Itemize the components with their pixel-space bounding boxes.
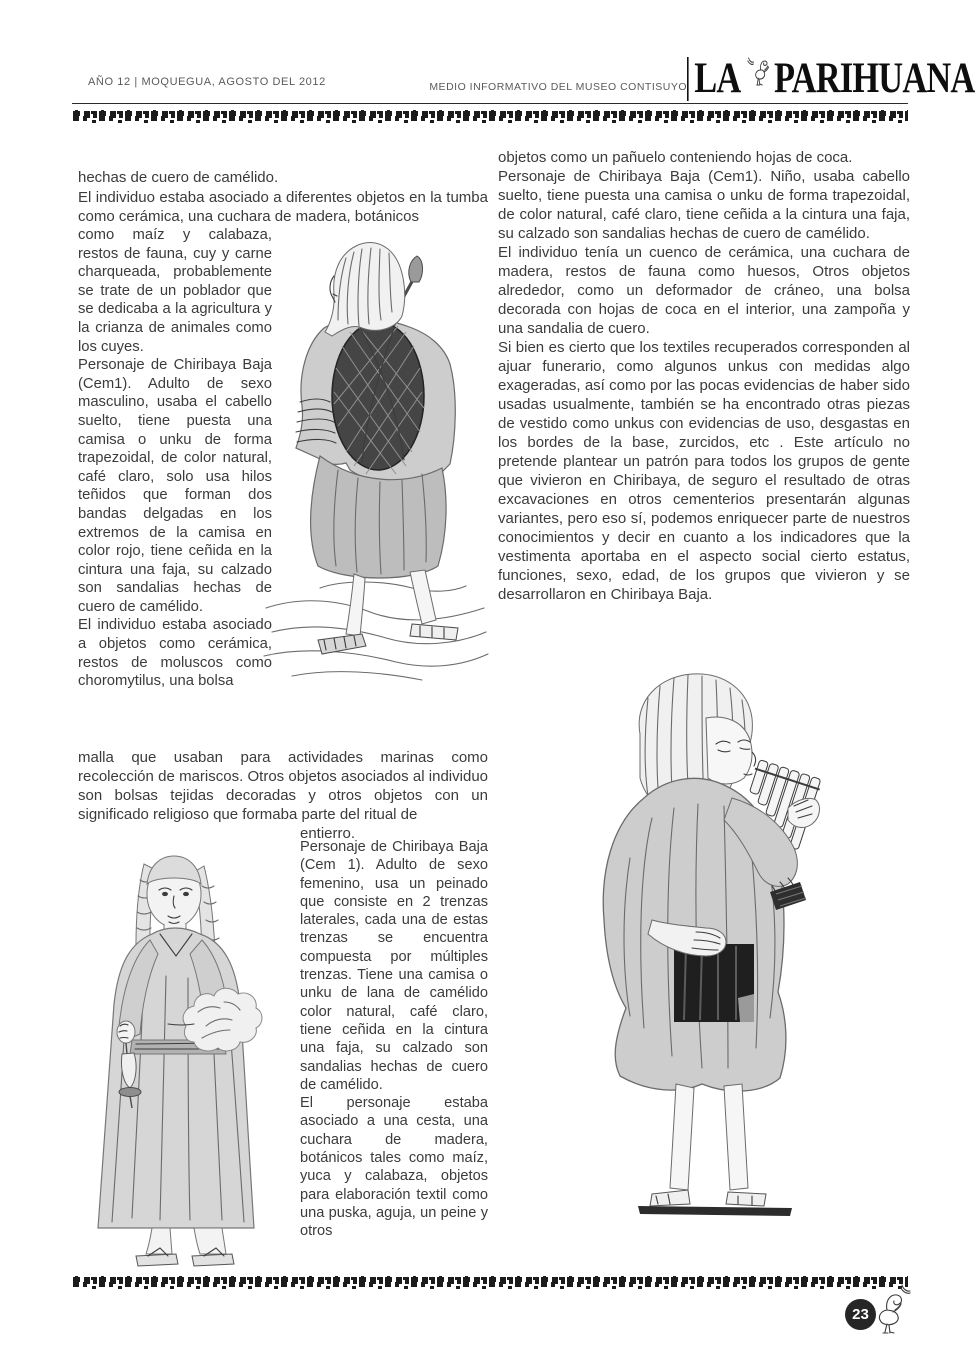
paragraph: El individuo estaba asociado a objetos como cerámica, restos de moluscos como choromytilus, una bolsa (78, 617, 272, 690)
paragraph: hechas de cuero de camélido. (78, 169, 279, 186)
paragraph: El individuo tenía un cuenco de cerámica, una cuchara de madera, restos de fauna como huesos, Otros objetos alrededor, como un deformador de cráneo, una bolsa decorada con hojas de coca en el interior, una zampoña y una sandalia de cuero. (498, 244, 910, 337)
header-rule (72, 103, 908, 104)
page-number: 23 (852, 1306, 869, 1323)
man-carrying-net-bag-illustration (262, 236, 490, 684)
middle-column (300, 838, 488, 1241)
masthead-title-word: PARIHUANA (773, 55, 975, 102)
issue-line: AÑO 12 | MOQUEGUA, AGOSTO DEL 2012 (88, 76, 326, 88)
masthead-divider (687, 57, 689, 101)
child-playing-zampona-illustration (556, 648, 904, 1236)
left-narrow-column (78, 226, 272, 691)
flamingo-icon (744, 56, 771, 93)
paragraph-left-opening (78, 168, 488, 187)
masthead (687, 56, 974, 101)
paragraph: objetos como un pañuelo conteniendo hojas de coca. (498, 149, 853, 166)
paragraph: Si bien es cierto que los textiles recuperados corresponden al ajuar funerario, como algunos unkus con medidas algo exageradas, así como por las pocas evidencias de haber sido usadas usualmente, también se ha encontrado otras piezas de vestido como unkus con evidencias de uso, desgastas en los bordes de la base, zurcidos, etc . Este artículo no pretende plantear un patrón para todos los grupos de gente que vivieron en Chiribaya, de seguro el resultado de otras excavaciones en otros cementerios presentarán algunas variantes, pero eso sí, podemos enriquecer parte de nuestros conocimientos y decir en cuanto a los indicadores que la vestimenta aportaba en el aspecto social cierto estatus, funciones, sexo, edad, de los grupos que vivieron y se desarrollaron en Chiribaya Baja. (498, 339, 910, 603)
woman-spinning-with-puska-illustration (56, 836, 302, 1274)
paragraph: El personaje estaba asociado a una cesta, una cuchara de madera, botánicos tales como maíz, yuca y calabaza, objetos para elaboración textil como una puska, aguja, un peine y otros (300, 1095, 488, 1240)
paragraph-runover: entierro. (300, 825, 356, 842)
paragraph: como maíz y calabaza, restos de fauna, cuy y carne charqueada, probablemente se trate de un poblador que se dedicaba a la agricultura y la crianza de animales como los cuyes. (78, 227, 272, 355)
masthead-article-word: LA (694, 55, 741, 102)
right-column (498, 148, 910, 604)
newsletter-tagline: MEDIO INFORMATIVO DEL MUSEO CONTISUYO (429, 81, 687, 93)
paragraph-left-intro (78, 188, 488, 226)
flamingo-icon (873, 1284, 915, 1336)
decorative-border-top (72, 108, 908, 124)
paragraph: Personaje de Chiribaya Baja (Cem1). Adulto de sexo masculino, usaba el cabello suelto, tiene puesta una camisa o unku de forma trapezoidal, de color natural, café claro, solo usa hilos teñidos que forman dos bandas delgadas en los extremos de la camisa en color rojo, tiene ceñida en la cintura una faja, su calzado son sandalias hechas de cuero de camélido. (78, 357, 272, 615)
page-number-badge (845, 1299, 876, 1330)
paragraph: Personaje de Chiribaya Baja (Cem1). Niño, usaba cabello suelto, tiene puesta una camisa o unku de forma trapezoidal, de color natural, café claro, tiene ceñida a la cintura una faja, su calzado son sandalias hechas de cuero de camélido. (498, 168, 910, 242)
left-bottom-block (78, 748, 488, 843)
decorative-border-bottom (72, 1274, 908, 1290)
paragraph: malla que usaban para actividades marinas como recolección de mariscos. Otros objetos asociados al individuo son bolsas tejidas decoradas y otros objetos con un significado religioso que formaba parte del ritual de (78, 749, 488, 823)
paragraph: Personaje de Chiribaya Baja (Cem 1). Adulto de sexo femenino, usa un peinado que consiste en 2 trenzas laterales, cada una de estas trenzas se encuentra compuesta por múltiples trenzas. Tiene una camisa o unku de lana de camélido color natural, café claro, tiene ceñida en la cintura una faja, su calzado son sandalias hechas de cuero de camélido. (300, 839, 488, 1093)
paragraph: El individuo estaba asociado a diferentes objetos en la tumba como cerámica, una cuchara de madera, botánicos (78, 189, 488, 225)
